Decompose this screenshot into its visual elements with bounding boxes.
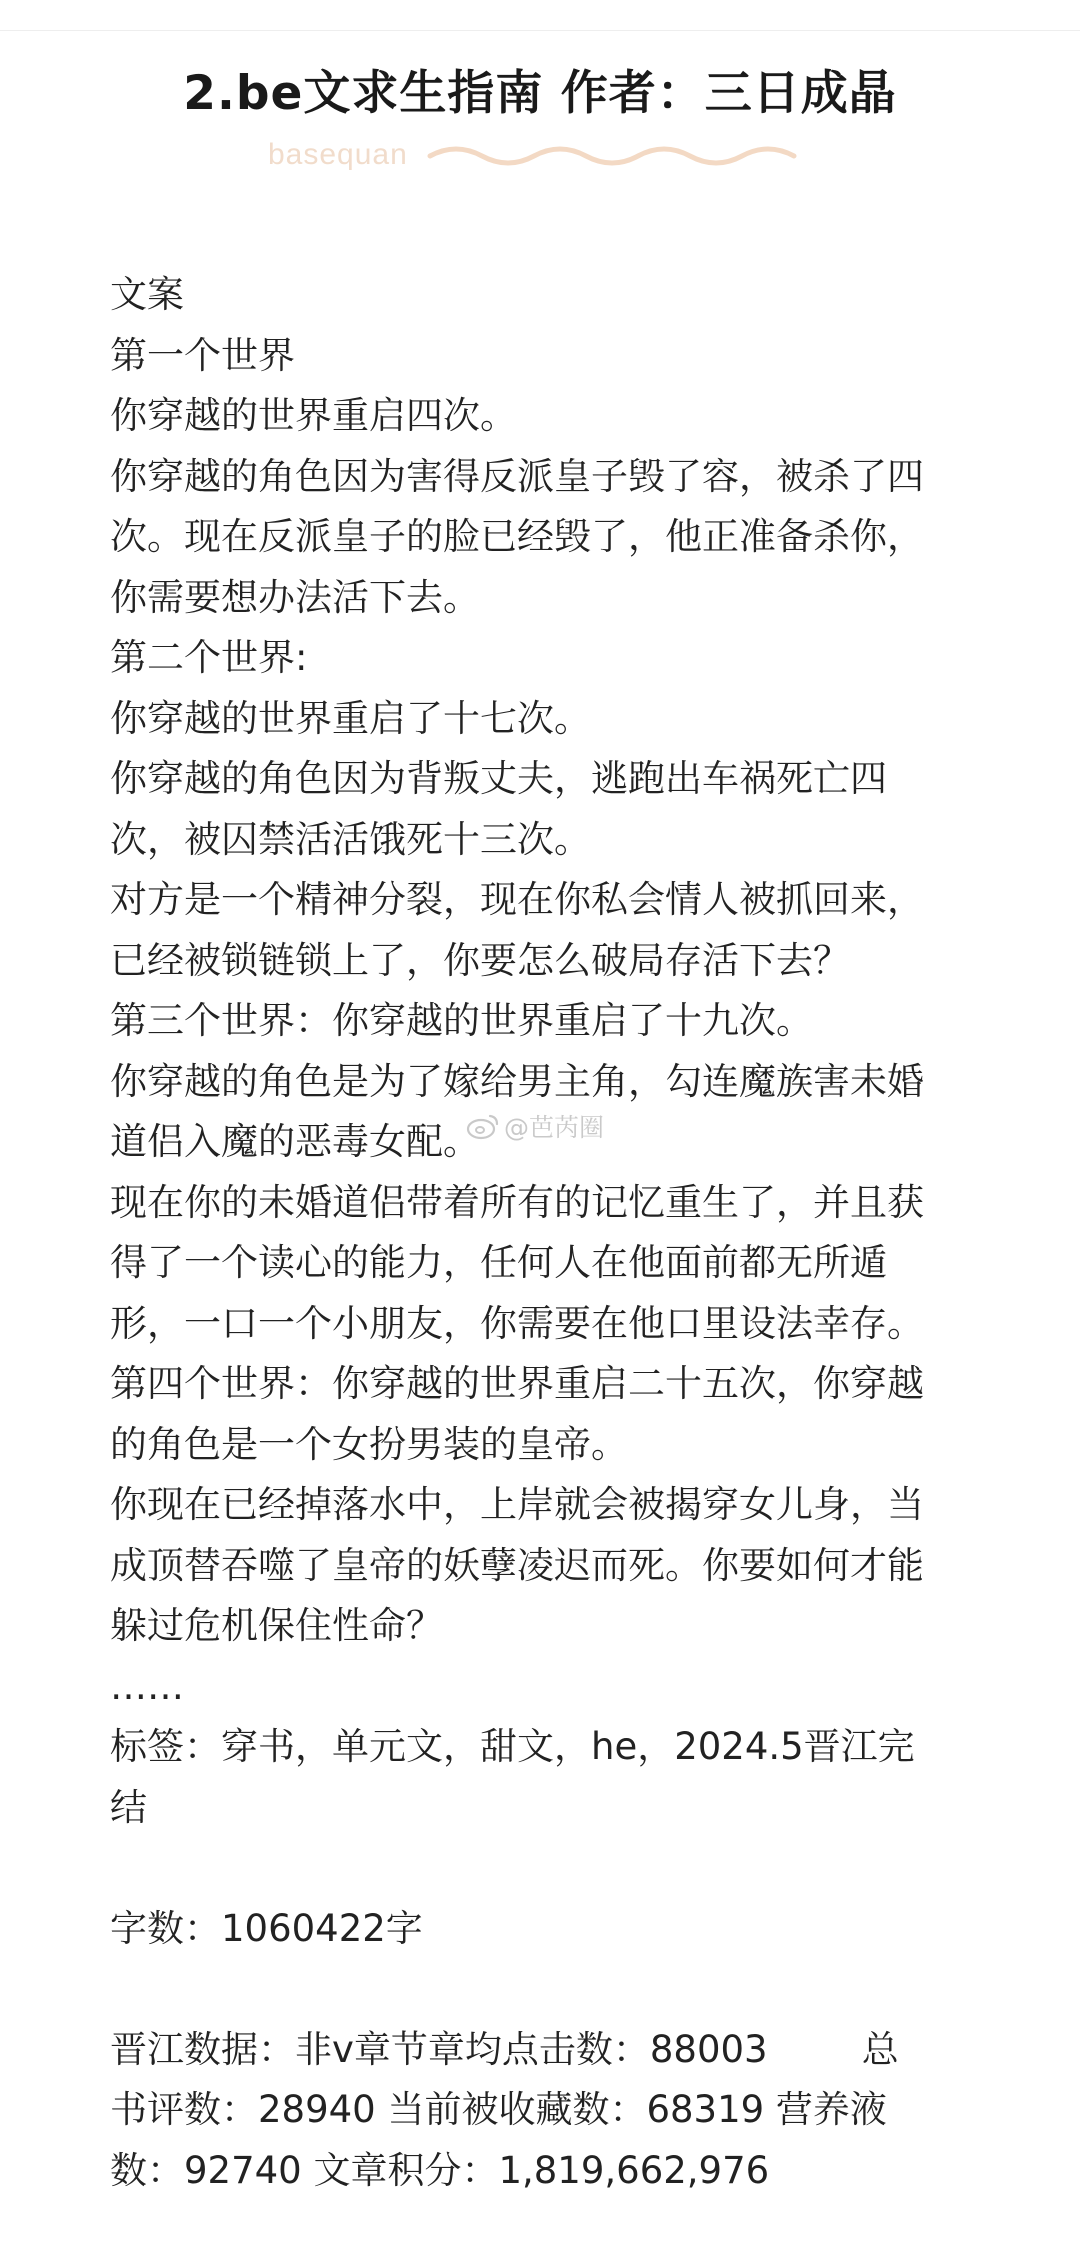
text-line: 第三个世界：你穿越的世界重启了十九次。 [110,999,813,1042]
blank-line [110,1838,980,1899]
top-divider [0,30,1080,31]
text-line: 次，被囚禁活活饿死十三次。 [110,817,591,861]
title-decoration [268,132,808,182]
watermark-text: basequan [268,138,408,171]
text-line: 你穿越的角色因为背叛丈夫，逃跑出车祸死亡四 [110,757,887,800]
text-line: 已经被锁链锁上了，你要怎么破局存活下去？ [110,938,850,982]
wavy-line-icon [426,138,806,174]
text-line: 你穿越的角色是为了嫁给男主角，勾连魔族害未婚 [110,1059,924,1103]
text-line: 你需要想办法活下去。 [110,575,480,619]
text-line: 你穿越的世界重启四次。 [110,394,517,437]
text-line: …… [110,1664,184,1708]
text-line: 第二个世界: [110,636,308,679]
text-line: 现在你的未婚道侣带着所有的记忆重生了，并且获 [110,1180,924,1224]
text-line: 成顶替吞噬了皇帝的妖孽凌迟而死。你要如何才能 [110,1543,924,1587]
stats-line: 晋江数据：非v章节章均点击数：88003 总 [110,2027,899,2071]
text-line: 的角色是一个女扮男装的皇帝。 [110,1422,628,1466]
word-count: 字数：1060422字 [110,1906,423,1950]
blank-line [110,1959,980,2020]
text-line: 得了一个读心的能力，任何人在他面前都无所遁 [110,1241,887,1284]
stats-line: 书评数：28940 当前被收藏数：68319 营养液 [110,2088,887,2131]
text-line: 躲过危机保住性命？ [110,1604,443,1647]
text-line: 你穿越的角色因为害得反派皇子毁了容，被杀了四 [110,454,924,498]
text-line: 第四个世界：你穿越的世界重启二十五次，你穿越 [110,1362,924,1405]
text-line: 形，一口一个小朋友，你需要在他口里设法幸存。 [110,1301,924,1345]
text-line: 次。现在反派皇子的脸已经毁了，他正准备杀你， [110,515,924,558]
center-watermark-text: @芭芮圈 [504,1113,605,1142]
text-line: 你穿越的世界重启了十七次。 [110,696,591,740]
text-line: 标签：穿书，单元文，甜文，he，2024.5晋江完 [110,1725,915,1768]
text-line: 结 [110,1785,147,1829]
text-line: 你现在已经掉落水中，上岸就会被揭穿女儿身，当 [110,1483,924,1526]
page-title: 2.be文求生指南 作者：三日成晶 [183,66,897,121]
text-line: 第一个世界 [110,333,295,377]
stats-line: 数：92740 文章积分：1,819,662,976 [110,2148,770,2192]
article-body [110,265,980,2201]
text-line: 文案 [110,273,184,316]
text-line: 对方是一个精神分裂，现在你私会情人被抓回来， [110,878,924,921]
text-line: 道侣入魔的恶毒女配。 [110,1120,480,1163]
